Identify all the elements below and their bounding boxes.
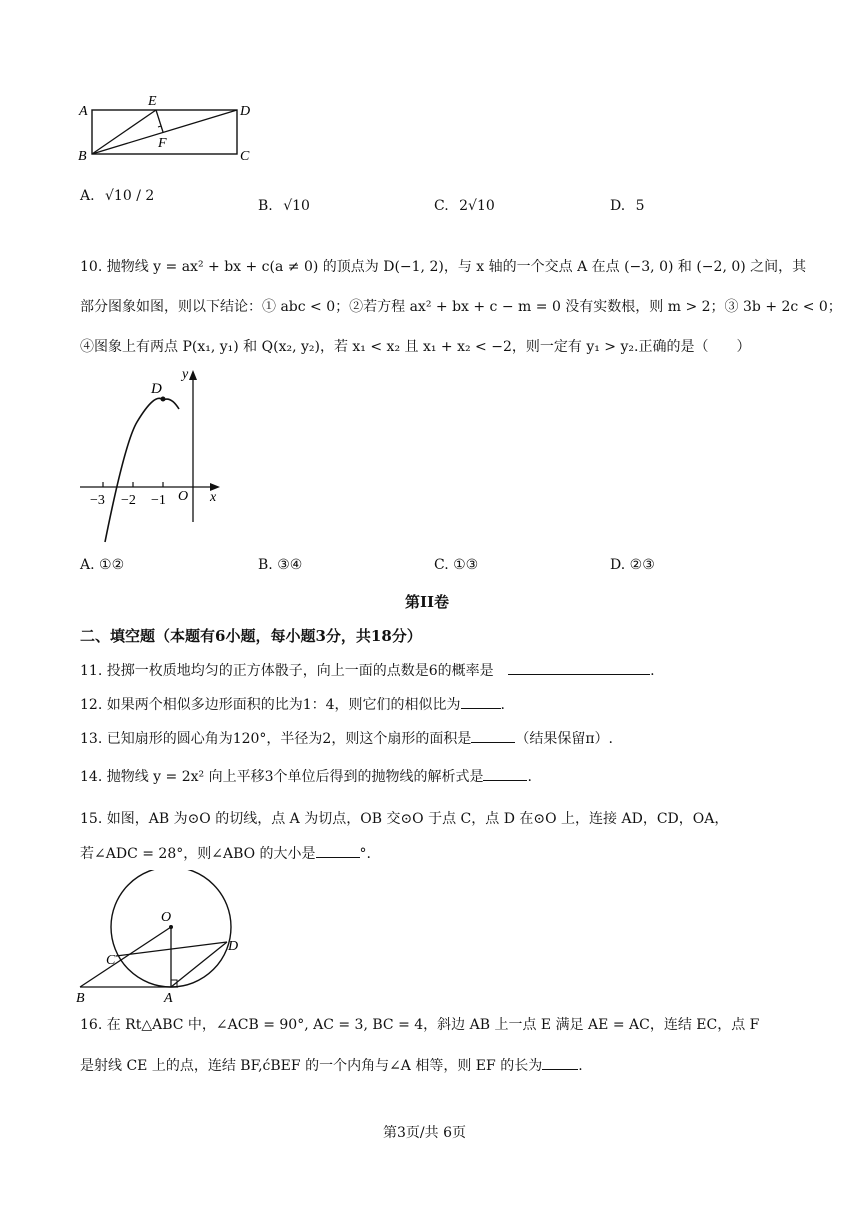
q10-tick-neg1: −1	[151, 493, 166, 508]
q16-line2: 是射线 CE 上的点，连结 BF,ćBEF 的一个内角与∠A 相等，则 EF 的长为 .	[80, 1055, 583, 1075]
option-text: ②③	[629, 557, 655, 573]
option-letter: B.	[258, 198, 273, 214]
q15-answer-blank[interactable]	[316, 843, 360, 858]
q15-circle-figure	[70, 870, 260, 1005]
q14-answer-blank[interactable]	[483, 766, 527, 781]
q9-label-A: A	[79, 104, 88, 119]
q16-line1: 16. 在 Rt△ABC 中，∠ACB = 90°, AC = 3, BC = 4，斜边 AB 上一点 E 满足 AE = AC，连结 EC，点 F	[80, 1017, 760, 1033]
option-letter: D.	[610, 198, 626, 214]
q11-answer-blank[interactable]	[508, 660, 650, 675]
q9-label-D: D	[240, 104, 251, 119]
q13-line	[80, 728, 613, 748]
part2-title: 第II卷	[405, 593, 450, 611]
option-letter: B.	[258, 557, 273, 573]
q12-text: 12. 如果两个相似多边形面积的比为1：4，则它们的相似比为	[80, 697, 461, 713]
q10-tick-neg2: −2	[121, 493, 136, 508]
q10-y-label: y	[182, 367, 189, 382]
q13-suffix: （结果保留π）.	[515, 731, 613, 747]
q9-label-B: B	[78, 149, 87, 164]
option-letter: D.	[610, 557, 626, 573]
q10-x-label: x	[210, 490, 217, 505]
q10-tick-neg3: −3	[90, 493, 105, 508]
option-text: √10 / 2	[105, 188, 155, 204]
q15-line2	[80, 843, 371, 863]
q16-text: 是射线 CE 上的点，连结 BF,ćBEF 的一个内角与∠A 相等，则 EF 的长为	[80, 1058, 543, 1074]
option-text: ①②	[99, 557, 125, 573]
q16-answer-blank[interactable]	[542, 1055, 578, 1070]
q15-line1: 15. 如图，AB 为⊙O 的切线，点 A 为切点，OB 交⊙O 于点 C，点 D 在⊙O 上，连接 AD，CD，OA，	[80, 811, 729, 827]
q14-line: 14. 抛物线 y = 2x² 向上平移3个单位后得到的抛物线的解析式是 .	[80, 766, 532, 786]
q9-option-a	[80, 188, 154, 204]
q10-line1: 10. 抛物线 y = ax² + bx + c(a ≠ 0) 的顶点为 D(−1, 2)，与 x 轴的一个交点 A 在点 (−3, 0) 和 (−2, 0) 之间，其	[80, 259, 807, 275]
option-letter: C.	[434, 198, 449, 214]
q10-option-b	[258, 557, 302, 573]
q15-suffix: °.	[359, 846, 371, 862]
option-text: 5	[635, 198, 645, 214]
q15-label-O: O	[161, 910, 172, 925]
q15-label-D: D	[228, 939, 239, 954]
option-text: ③④	[277, 557, 303, 573]
q10-line2: 部分图象如图，则以下结论：① abc < 0；②若方程 ax² + bx + c − m = 0 没有实数根，则 m > 2；③ 3b + 2c < 0；	[80, 299, 842, 315]
q10-origin-label: O	[178, 489, 189, 504]
q13-text: 13. 已知扇形的圆心角为120°，半径为2，则这个扇形的面积是	[80, 731, 472, 747]
q11-line: 11. 投掷一枚质地均匀的正方体骰子，向上一面的点数是6的概率是 .	[80, 660, 655, 680]
q15-text: 若∠ADC = 28°，则∠ABO 的大小是	[80, 846, 316, 862]
q14-text: 14. 抛物线 y = 2x² 向上平移3个单位后得到的抛物线的解析式是	[80, 769, 484, 785]
option-letter: C.	[434, 557, 449, 573]
q9-label-E: E	[148, 94, 157, 109]
q12-line: 12. 如果两个相似多边形面积的比为1：4，则它们的相似比为 .	[80, 694, 505, 714]
q13-answer-blank[interactable]	[471, 728, 515, 743]
q15-label-B: B	[76, 991, 85, 1005]
q10-option-d	[610, 557, 655, 573]
q10-parabola-graph	[75, 362, 235, 547]
q9-rectangle-figure	[70, 90, 270, 170]
option-text: √10	[283, 198, 310, 214]
option-text: 2√10	[459, 198, 495, 214]
option-text: ①③	[453, 557, 479, 573]
q10-option-a	[80, 557, 124, 573]
q9-label-C: C	[240, 149, 250, 164]
q10-option-c	[434, 557, 478, 573]
q9-option-c	[434, 198, 495, 214]
q10-vertex-label: D	[151, 381, 162, 397]
q9-option-b	[258, 198, 310, 214]
q11-text: 11. 投掷一枚质地均匀的正方体骰子，向上一面的点数是6的概率是	[80, 663, 494, 679]
page-footer: 第3页/共 6页	[383, 1125, 466, 1141]
section-title: 二、填空题（本题有6小题，每小题3分，共18分）	[80, 627, 422, 645]
q9-label-F: F	[158, 136, 167, 151]
option-letter: A.	[80, 188, 95, 204]
q12-answer-blank[interactable]	[461, 694, 501, 709]
q15-label-A: A	[164, 991, 173, 1005]
q9-option-d	[610, 198, 645, 214]
option-letter: A.	[80, 557, 95, 573]
q15-label-C: C	[106, 953, 116, 968]
q10-line3: ④图象上有两点 P(x₁, y₁) 和 Q(x₂, y₂)，若 x₁ < x₂ 且 x₁ + x₂ < −2，则一定有 y₁ > y₂.正确的是（ ）	[80, 339, 751, 355]
